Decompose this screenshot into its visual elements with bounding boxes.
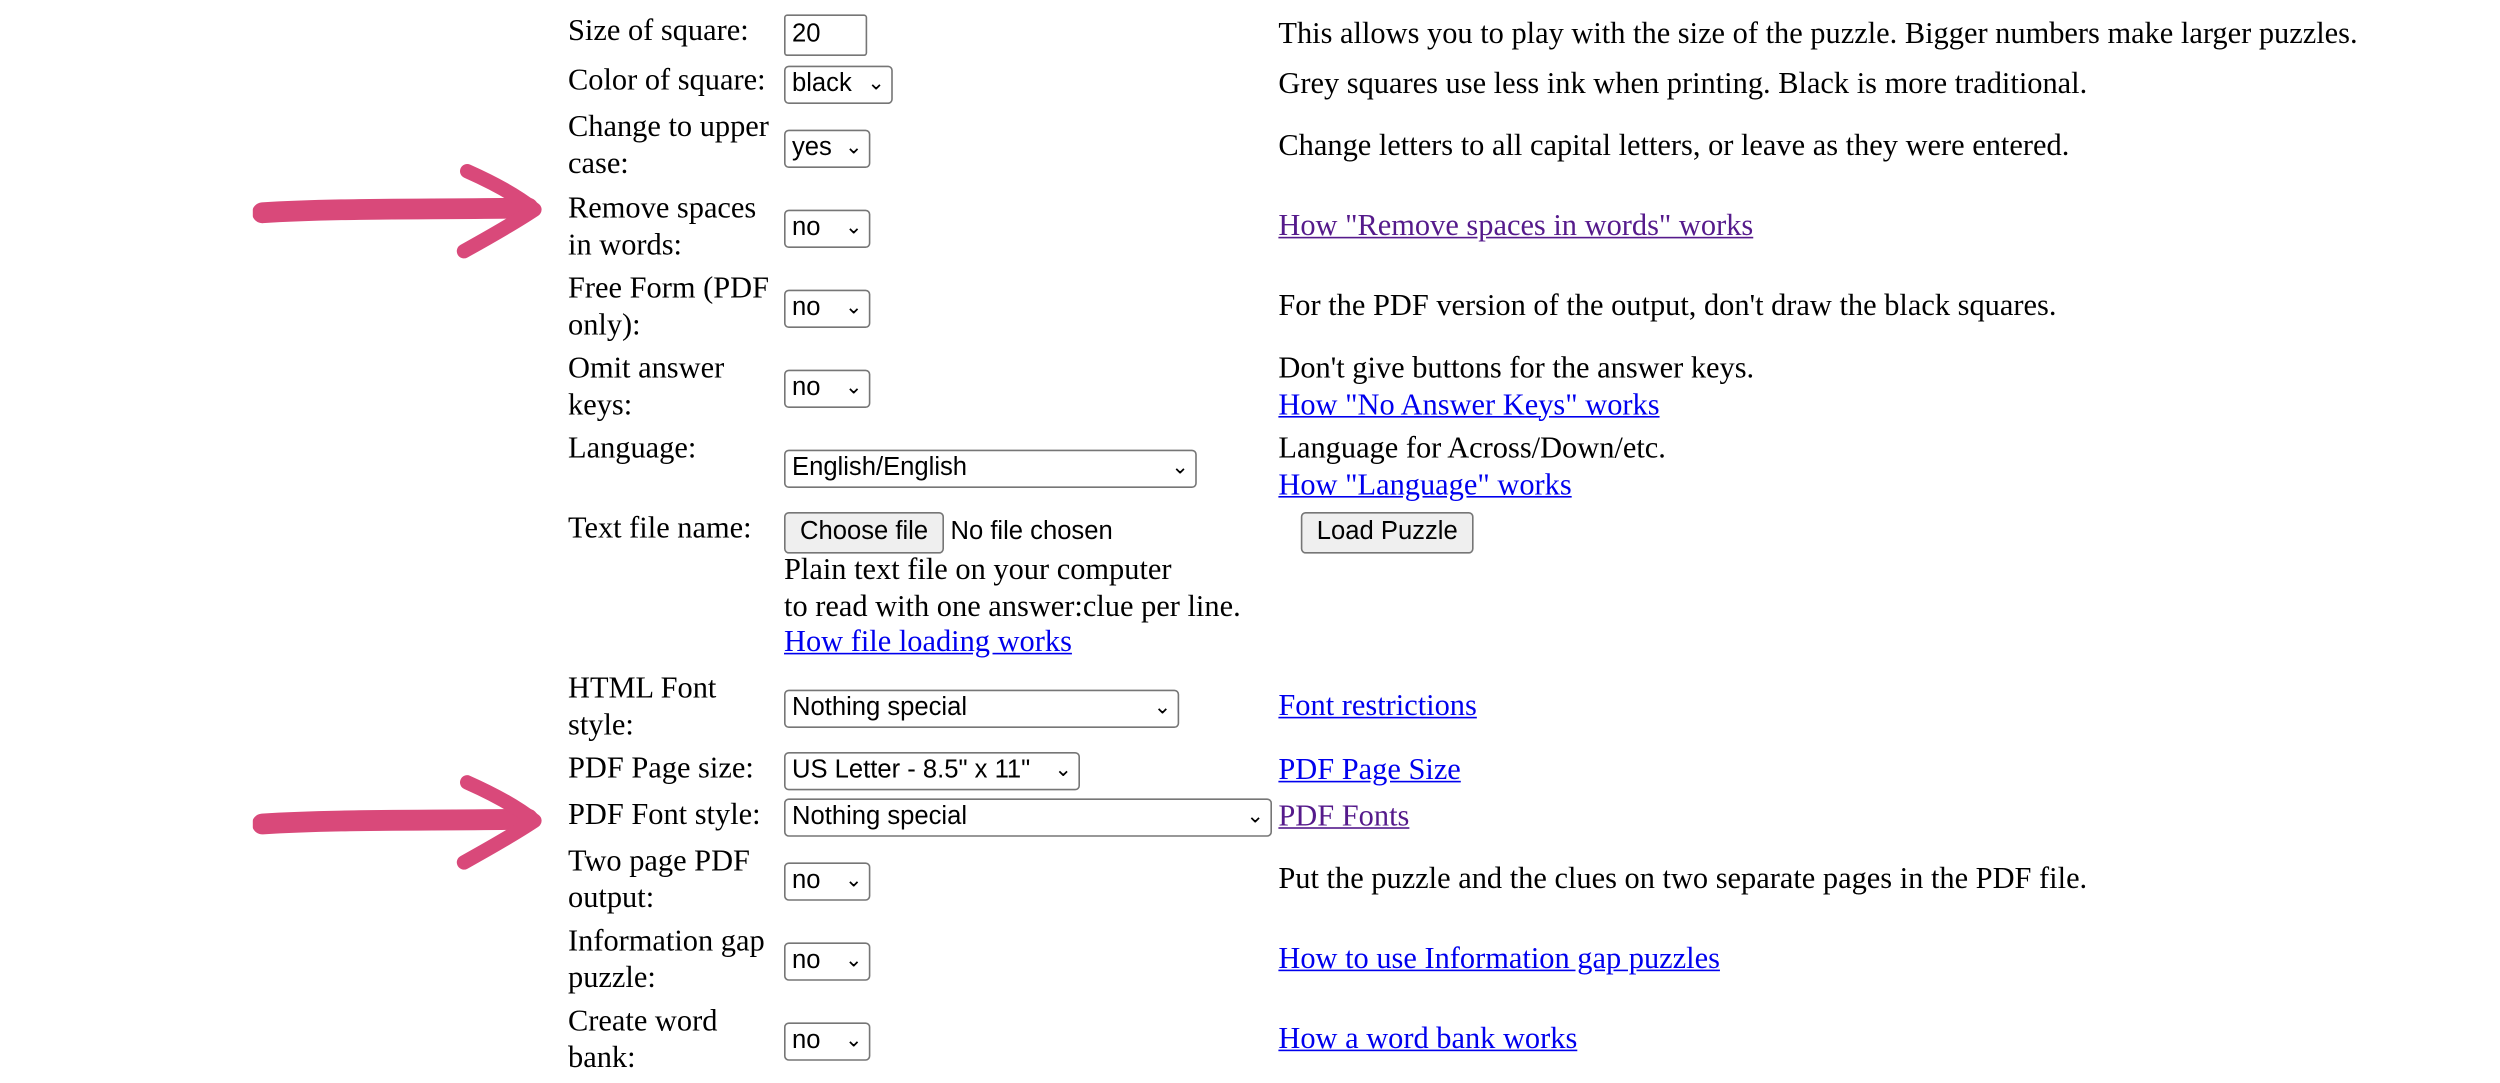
pdf-font-label: PDF Font style: [568, 798, 761, 832]
chevron-down-icon: ⌄ [1171, 456, 1189, 480]
language-link[interactable]: How "Language" works [1278, 468, 1572, 502]
chevron-down-icon: ⌄ [844, 1028, 863, 1053]
color-of-square-label: Color of square: [568, 64, 766, 98]
font-restrictions-link[interactable]: Font restrictions [1278, 689, 1477, 724]
information-gap-link[interactable]: How to use Information gap puzzles [1278, 942, 1720, 976]
no-answer-keys-link[interactable]: How "No Answer Keys" works [1278, 388, 1660, 422]
word-bank-link[interactable]: How a word bank works [1278, 1022, 1578, 1056]
annotation-arrow-icon [253, 773, 551, 872]
language-description: Language for Across/Down/etc. [1278, 432, 1666, 466]
information-gap-select[interactable]: no ⌄ [784, 942, 870, 980]
file-loading-link[interactable]: How file loading works [784, 625, 1072, 660]
free-form-label: Free Form (PDF only): [568, 272, 769, 342]
omit-answer-keys-label: Omit answer keys: [568, 352, 725, 422]
annotation-arrow-icon [253, 162, 551, 261]
size-of-square-input[interactable]: 20 [784, 14, 867, 56]
free-form-description: For the PDF version of the output, don't draw the black squares. [1278, 289, 2057, 324]
color-of-square-description: Grey squares use less ink when printing. Black is more traditional. [1278, 67, 2088, 101]
file-status: No file chosen [950, 518, 1113, 546]
word-bank-label: Create word bank: [568, 1004, 718, 1075]
file-note-line-2: to read with one answer:clue per line. [784, 589, 1241, 624]
chevron-down-icon: ⌄ [844, 216, 863, 240]
two-page-pdf-description: Put the puzzle and the clues on two separate pages in the PDF file. [1278, 862, 2088, 896]
omit-answer-keys-description: Don't give buttons for the answer keys. [1278, 352, 1755, 386]
language-label: Language: [568, 432, 697, 466]
upper-case-select[interactable]: yes ⌄ [784, 130, 870, 168]
chevron-down-icon: ⌄ [1054, 758, 1072, 783]
pdf-font-select[interactable]: Nothing special ⌄ [784, 798, 1272, 836]
pdf-page-size-link[interactable]: PDF Page Size [1278, 753, 1461, 788]
html-font-label: HTML Font style: [568, 672, 717, 742]
remove-spaces-select[interactable]: no ⌄ [784, 210, 870, 248]
two-page-pdf-select[interactable]: no ⌄ [784, 862, 870, 900]
file-note-line-1: Plain text file on your computer [784, 553, 1172, 588]
remove-spaces-label: Remove spaces in words: [568, 192, 757, 262]
word-bank-select[interactable]: no ⌄ [784, 1022, 870, 1060]
upper-case-description: Change letters to all capital letters, or leave as they were entered. [1278, 129, 2070, 164]
omit-answer-keys-select[interactable]: no ⌄ [784, 370, 870, 408]
remove-spaces-link[interactable]: How "Remove spaces in words" works [1278, 209, 1754, 244]
chevron-down-icon: ⌄ [844, 296, 863, 320]
size-of-square-label: Size of square: [568, 14, 749, 48]
pdf-fonts-link[interactable]: PDF Fonts [1278, 800, 1410, 834]
size-of-square-description: This allows you to play with the size of the puzzle. Bigger numbers make larger puzzles. [1278, 17, 2358, 52]
chevron-down-icon: ⌄ [1246, 804, 1264, 829]
chevron-down-icon: ⌄ [844, 948, 863, 973]
chevron-down-icon: ⌄ [1153, 696, 1172, 720]
text-file-label: Text file name: [568, 512, 752, 546]
chevron-down-icon: ⌄ [867, 72, 885, 96]
language-select[interactable]: English/English ⌄ [784, 450, 1197, 488]
load-puzzle-button[interactable]: Load Puzzle [1301, 512, 1474, 554]
chevron-down-icon: ⌄ [844, 136, 863, 160]
html-font-select[interactable]: Nothing special ⌄ [784, 690, 1179, 728]
free-form-select[interactable]: no ⌄ [784, 290, 870, 328]
chevron-down-icon: ⌄ [844, 868, 863, 893]
color-of-square-select[interactable]: black ⌄ [784, 66, 893, 104]
pdf-page-size-select[interactable]: US Letter - 8.5" x 11" ⌄ [784, 752, 1080, 790]
pdf-page-size-label: PDF Page size: [568, 752, 754, 786]
choose-file-button[interactable]: Choose file [784, 512, 944, 554]
two-page-pdf-label: Two page PDF output: [568, 844, 750, 915]
upper-case-label: Change to upper case: [568, 110, 769, 180]
information-gap-label: Information gap puzzle: [568, 924, 765, 995]
chevron-down-icon: ⌄ [844, 376, 863, 400]
